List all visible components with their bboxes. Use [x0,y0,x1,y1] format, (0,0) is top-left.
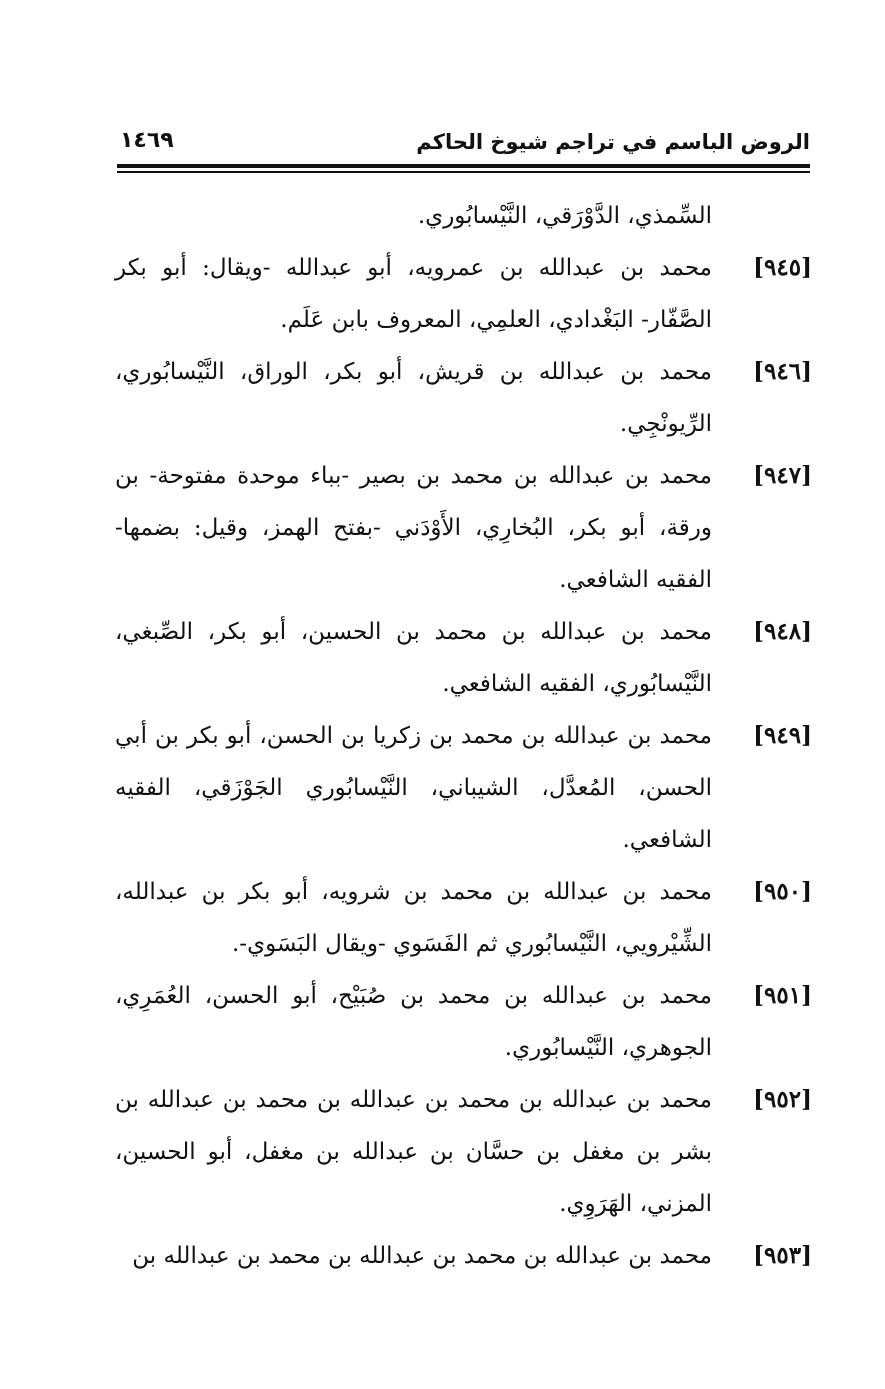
running-header [115,120,810,160]
entry-945 [115,242,812,346]
entry-text: محمد بن عبدالله بن محمد بن بصير -بباء موحدة مفتوحة- بن ورقة، أبو بكر، البُخارِي، الأَوْدَني -بفتح الهمز، وقيل: بضمها- الفقيه الشافعي. [115,463,712,593]
entry-number: [٩٤٥] [753,254,812,281]
entry-text: محمد بن عبدالله بن عمرويه، أبو عبدالله -ويقال: أبو بكر الصَّفّار- البَغْدادي، العلمِي، المعروف بابن عَلَم. [115,255,712,333]
entry-text: محمد بن عبدالله بن محمد بن صُبَيْح، أبو الحسن، العُمَرِي، الجوهري، النَّيْسابُوري. [115,983,712,1061]
entry-number: [٩٥٠] [753,878,812,905]
entry-text: محمد بن عبدالله بن محمد بن عبدالله بن محمد بن عبدالله بن [132,1243,712,1269]
entry-950 [115,866,812,970]
entry-text: محمد بن عبدالله بن محمد بن شرويه، أبو بكر بن عبدالله، الشِّيْرويي، النَّيْسابُوري ثم الفَسَوي -ويقال البَسَوي-. [115,879,712,957]
header-rule-thin [117,171,810,173]
page-body [115,190,812,1282]
entry-952 [115,1074,812,1230]
entry-number: [٩٥٢] [753,1086,812,1113]
page-number: ١٤٦٩ [120,128,174,153]
entry-number: [٩٤٨] [753,618,812,645]
header-rule-thick [117,164,810,168]
continuation-text: السِّمذي، الدَّوْرَقي، النَّيْسابُوري. [417,203,712,229]
entry-948 [115,606,812,710]
entry-number: [٩٥١] [753,982,812,1009]
entry-number: [٩٤٩] [753,722,812,749]
entry-947 [115,450,812,606]
entry-number: [٩٤٧] [753,462,812,489]
entry-953 [115,1230,812,1282]
entry-text: محمد بن عبدالله بن محمد بن عبدالله بن محمد بن عبدالله بن بشر بن مغفل بن حسَّان بن عبدالله بن مغفل، أبو الحسين، المزني، الهَرَوِي. [115,1087,712,1217]
book-title: الروض الباسم في تراجم شيوخ الحاكم [416,130,810,154]
entry-text: محمد بن عبدالله بن محمد بن الحسين، أبو بكر، الصِّبغي، النَّيْسابُوري، الفقيه الشافعي. [115,619,712,697]
entry-946 [115,346,812,450]
entry-951 [115,970,812,1074]
entry-number: [٩٤٦] [753,358,812,385]
entry-number: [٩٥٣] [753,1242,812,1269]
entry-949 [115,710,812,866]
entry-text: محمد بن عبدالله بن محمد بن زكريا بن الحسن، أبو بكر بن أبي الحسن، المُعدَّل، الشيباني، النَّيْسابُوري الجَوْزَقي، الفقيه الشافعي. [115,723,712,853]
entry-text: محمد بن عبدالله بن قريش، أبو بكر، الوراق، النَّيْسابُوري، الرِّيونْجِي. [115,359,712,437]
